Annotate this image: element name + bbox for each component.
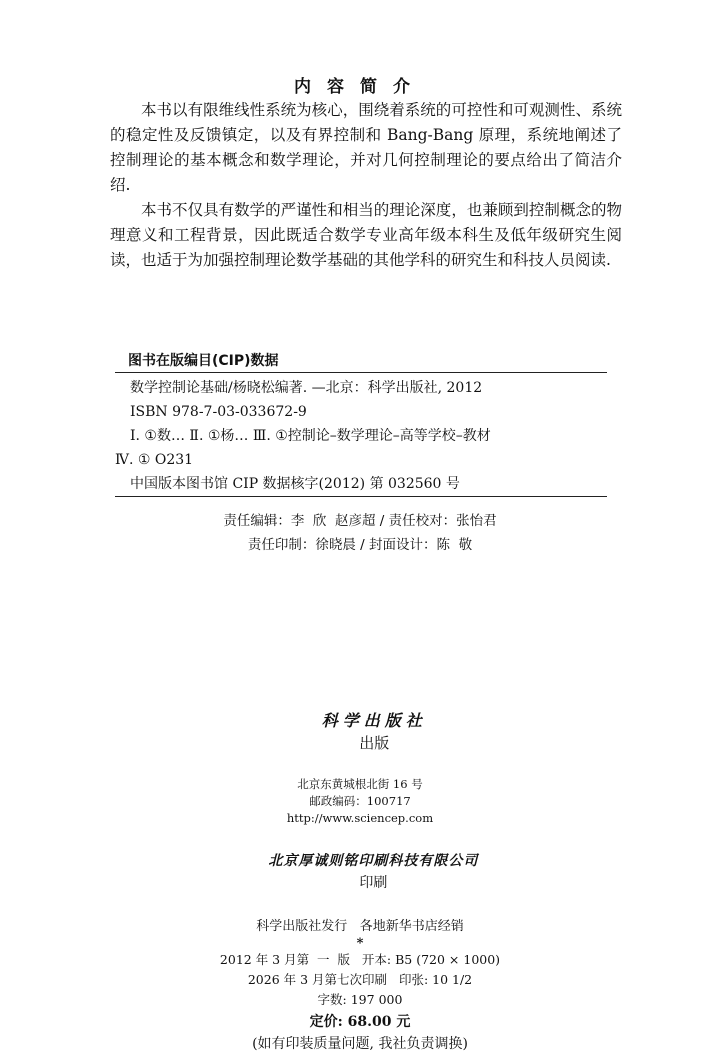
printer-name: 北京厚诚则铭印刷科技有限公司 xyxy=(268,853,479,869)
separator-star: * xyxy=(356,936,364,951)
production-credit-line: 责任印制：徐晓晨 / 封面设计：陈 敬 xyxy=(247,537,473,553)
editorial-credits xyxy=(0,509,720,557)
cip-line-title: 数学控制论基础/杨晓松编著. —北京：科学出版社, 2012 xyxy=(130,380,483,396)
cip-bottom-rule xyxy=(115,496,607,497)
editor-credit-line: 责任编辑：李 欣 赵彦超 / 责任校对：张怡君 xyxy=(223,513,497,529)
cip-line-number: 中国版本图书馆 CIP 数据核字(2012) 第 032560 号 xyxy=(130,476,460,492)
exchange-note: (如有印装质量问题, 我社负责调换) xyxy=(252,1036,468,1052)
website: http://www.sciencep.com xyxy=(286,811,434,825)
printer-suffix: 印刷 xyxy=(359,875,388,891)
imprint-block xyxy=(0,688,720,1054)
introduction xyxy=(110,98,622,273)
printer-line xyxy=(0,828,720,916)
cip-line-classification: Ⅳ. ① O231 xyxy=(115,452,194,468)
publisher-line xyxy=(0,688,720,776)
distribution-line: 科学出版社发行 各地新华书店经销 xyxy=(256,919,464,934)
publisher-address: 北京东黄城根北街 16 号 xyxy=(297,777,423,791)
cip-line-isbn: ISBN 978-7-03-033672-9 xyxy=(130,404,307,420)
price: 定价: 68.00 元 xyxy=(309,1014,411,1030)
intro-paragraph: 本书不仅具有数学的严谨性和相当的理论深度，也兼顾到控制概念的物理意义和工程背景，因此既适合数学专业高年级本科生及低年级研究生阅读，也适于为加强控制理论数学基础的其他学科的研究生和科技人员阅读. xyxy=(110,201,622,269)
publisher-logo-text: 科学出版社 xyxy=(321,711,427,730)
cip-heading: 图书在版编目(CIP)数据 xyxy=(128,353,279,369)
cip-top-rule xyxy=(115,372,607,373)
publisher-suffix: 出版 xyxy=(359,734,390,752)
printing-line: 2026 年 3 月第七次印刷 印张: 10 1/2 xyxy=(247,972,473,987)
intro-paragraph: 本书以有限维线性系统为核心，围绕着系统的可控性和可观测性、系统的稳定性及反馈镇定，以及有界控制和 Bang-Bang 原理，系统地阐述了控制理论的基本概念和数学理论，并对几何控制理论的要点给出了简洁介绍. xyxy=(110,101,622,194)
cip-record xyxy=(115,376,607,496)
word-count: 字数: 197 000 xyxy=(317,992,403,1007)
postcode: 邮政编码：100717 xyxy=(309,794,411,808)
cip-line-subjects: Ⅰ. ①数… Ⅱ. ①杨… Ⅲ. ①控制论–数学理论–高等学校–教材 xyxy=(130,428,491,444)
edition-line: 2012 年 3 月第 一 版 开本: B5 (720 × 1000) xyxy=(219,952,501,967)
page-title: 内容简介 xyxy=(294,77,426,97)
